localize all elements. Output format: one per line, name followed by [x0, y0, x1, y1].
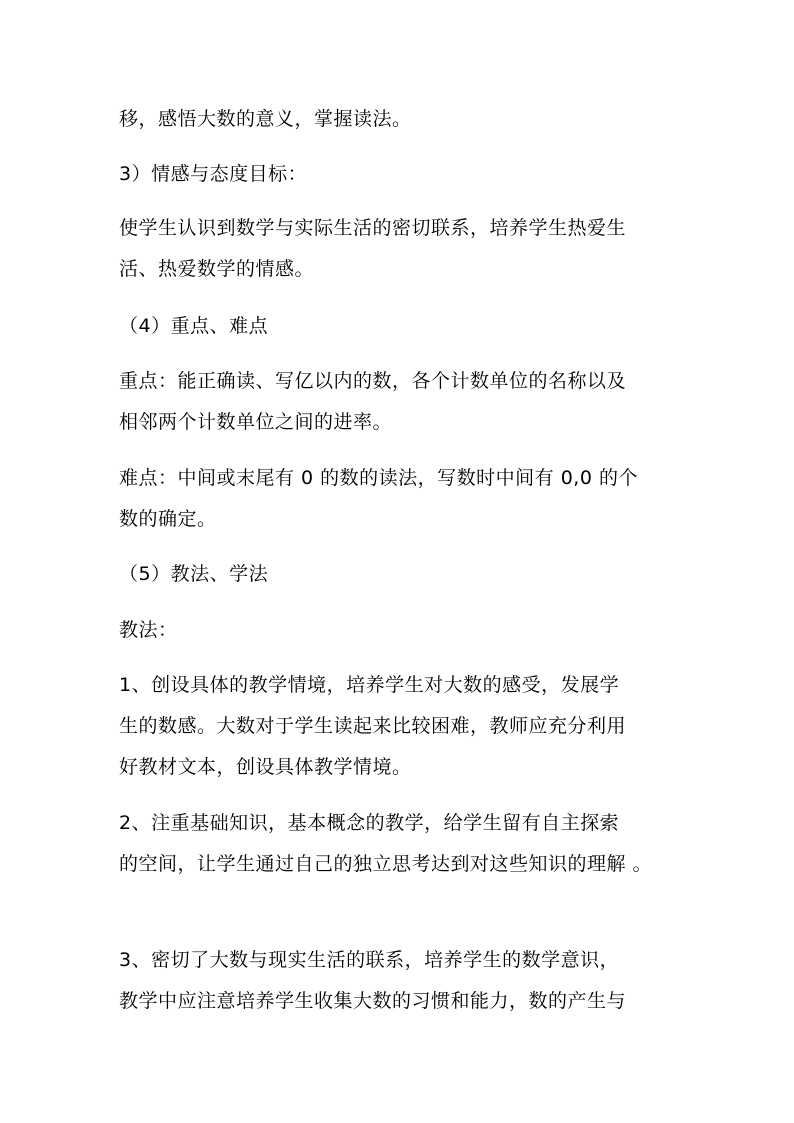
- text-line: 2、注重基础知识，基本概念的教学，给学生留有自主探索: [119, 812, 620, 834]
- text-line: 生的数感。大数对于学生读起来比较困难，教师应充分利用: [119, 715, 627, 737]
- text-line: （4）重点、难点: [119, 315, 269, 337]
- text-line: 好教材文本，创设具体教学情境。: [119, 756, 412, 778]
- text-line: 相邻两个计数单位之间的进率。: [119, 411, 393, 433]
- text-line: 重点：能正确读、写亿以内的数，各个计数单位的名称以及: [119, 370, 627, 392]
- text-line: 使学生认识到数学与实际生活的密切联系，培养学生热爱生: [119, 217, 627, 239]
- text-line: 难点：中间或末尾有 0 的数的读法，写数时中间有 0,0 的个: [119, 467, 638, 489]
- text-line: 1、创设具体的教学情境，培养学生对大数的感受，发展学: [119, 674, 620, 696]
- text-line: 教学中应注意培养学生收集大数的习惯和能力，数的产生与: [119, 990, 627, 1012]
- text-line: 3、密切了大数与现实生活的联系，培养学生的数学意识，: [119, 949, 620, 971]
- text-line: 的空间，让学生通过自己的独立思考达到对这些知识的理解 。: [119, 853, 653, 875]
- text-line: （5）教法、学法: [119, 563, 269, 585]
- text-line: 教法：: [119, 619, 178, 641]
- text-line: 数的确定。: [119, 508, 217, 530]
- text-line: 移，感悟大数的意义，掌握读法。: [119, 108, 412, 130]
- text-line: 活、热爱数学的情感。: [119, 258, 315, 280]
- text-line: 3）情感与态度目标：: [119, 163, 308, 185]
